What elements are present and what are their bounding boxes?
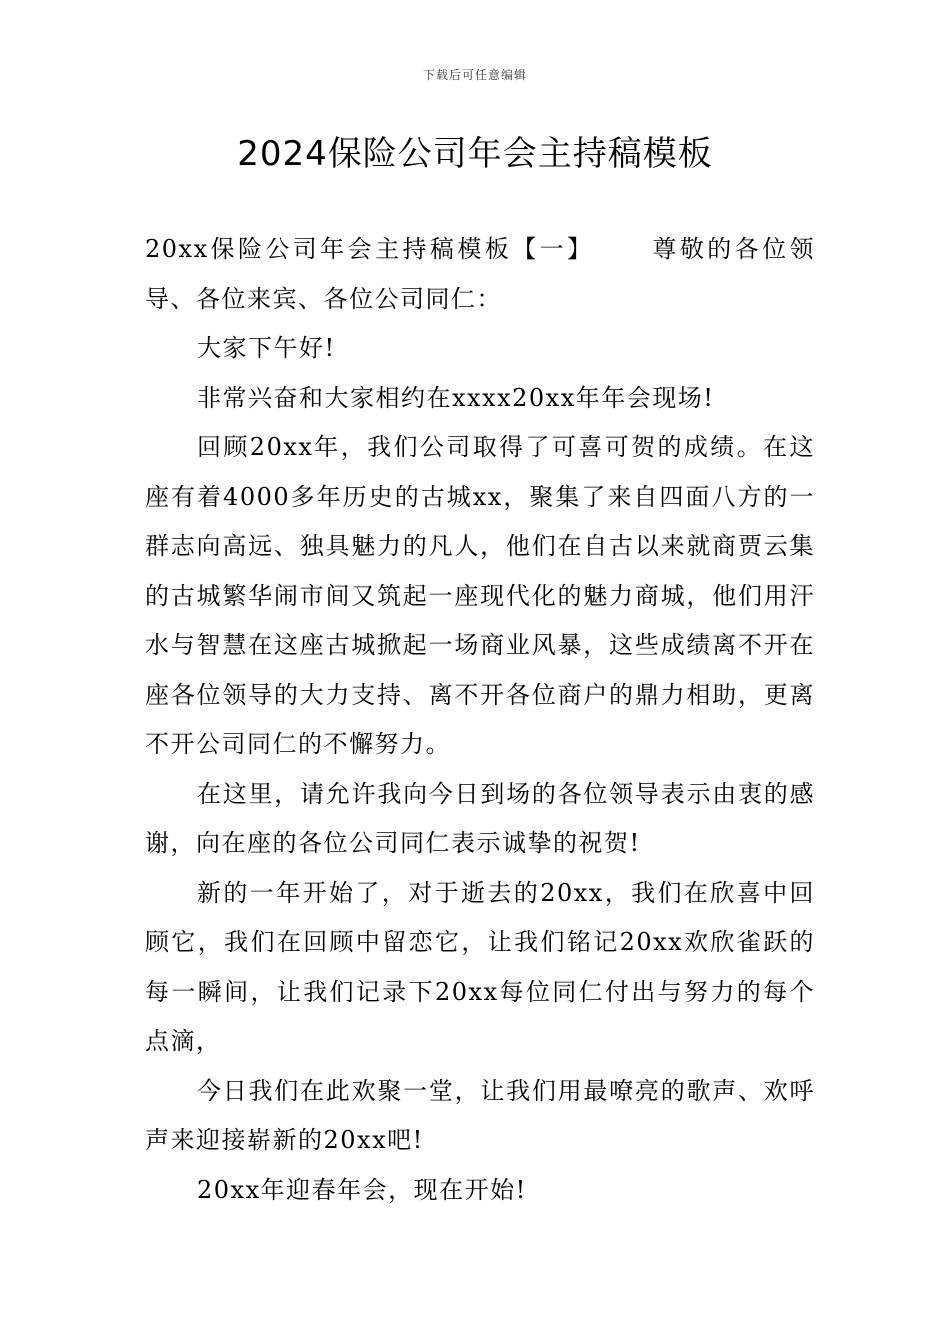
document-body [145, 225, 815, 1215]
page-header-note: 下载后可任意编辑 [422, 68, 527, 82]
paragraph-welcome: 非常兴奋和大家相约在xxxx20xx年年会现场! [197, 383, 715, 412]
paragraph-review: 回顾20xx年，我们公司取得了可喜可贺的成绩。在这座有着4000多年历史的古城xx，聚集了来自四面八方的一群志向高远、独具魅力的凡人，他们在自古以来就商贾云集的古城繁华闹市间又筑起一座现代化的魅力商城，他们用汗水与智慧在这座古城掀起一场商业风暴，这些成绩离不开在座各位领导的大力支持、离不开各位商户的鼎力相助，更离不开公司同仁的不懈努力。 [145, 433, 815, 758]
paragraph-new-year: 新的一年开始了，对于逝去的20xx，我们在欣喜中回顾它，我们在回顾中留恋它，让我们铭记20xx欢欣雀跃的每一瞬间，让我们记录下20xx每位同仁付出与努力的每个点滴， [145, 878, 815, 1055]
salutation: 尊敬的各位领导、各位来宾、各位公司同仁： [145, 235, 816, 313]
paragraph-opening: 20xx年迎春年会，现在开始! [197, 1175, 527, 1204]
intro-paragraph [145, 225, 815, 324]
section-label: 20xx保险公司年会主持稿模板【一】 [145, 235, 595, 263]
document-title: 2024保险公司年会主持稿模板 [237, 134, 713, 174]
paragraph-thanks: 在这里，请允许我向今日到场的各位领导表示由衷的感谢，向在座的各位公司同仁表示诚挚的祝贺! [145, 779, 815, 857]
paragraph-greeting: 大家下午好! [197, 334, 336, 362]
paragraph-gathering: 今日我们在此欢聚一堂，让我们用最嘹亮的歌声、欢呼声来迎接崭新的20xx吧! [145, 1076, 815, 1154]
